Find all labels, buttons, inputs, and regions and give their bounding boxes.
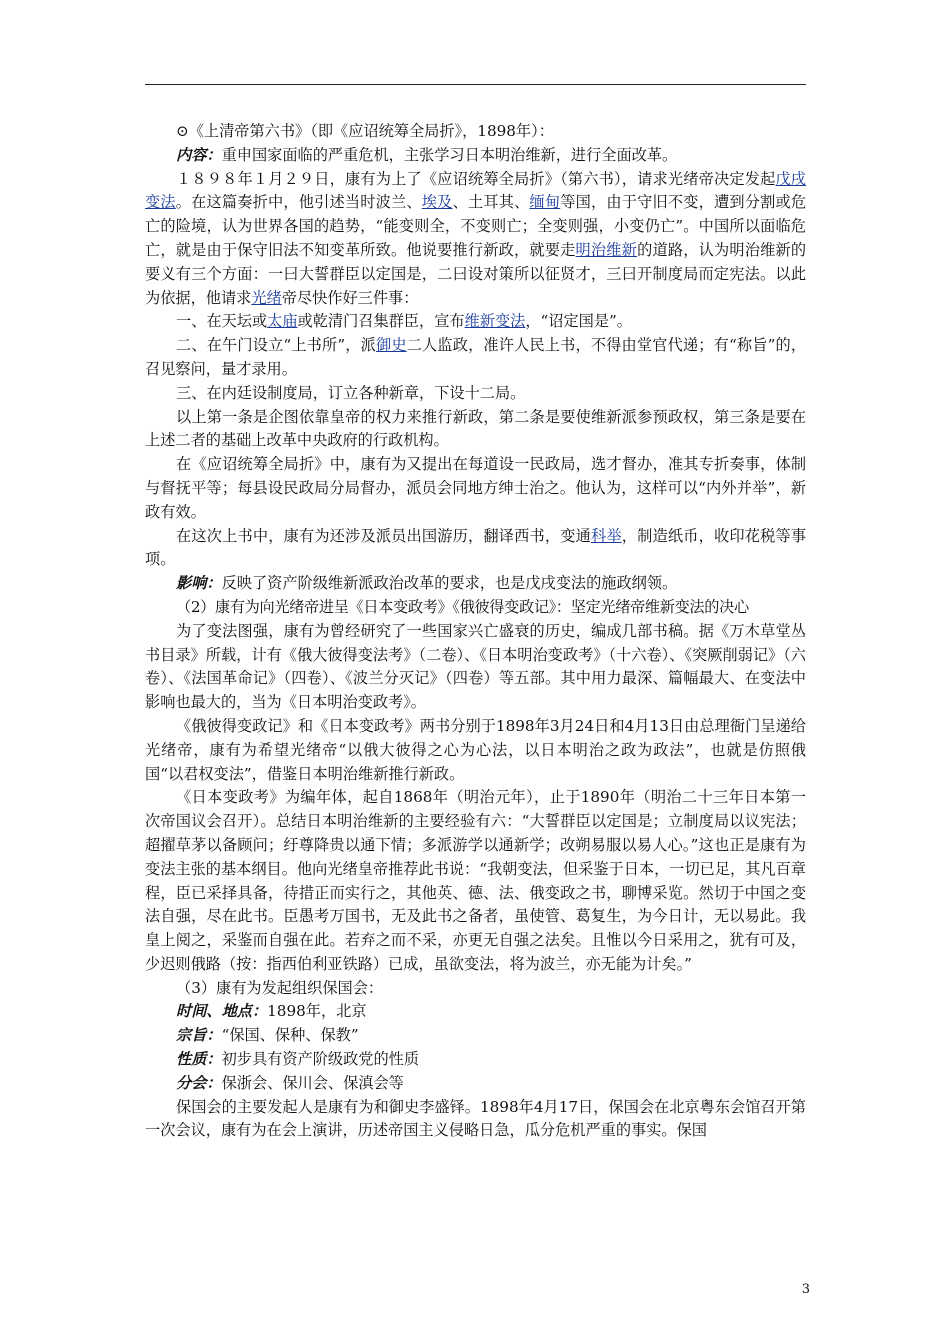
link-meiji-restoration[interactable]: 明治维新: [575, 240, 638, 259]
time-place-line: [145, 1000, 806, 1024]
section-heading: [145, 120, 806, 144]
link-burma[interactable]: 缅甸: [529, 193, 561, 212]
paragraph-4: [145, 525, 806, 573]
nature-line: [145, 1048, 806, 1072]
link-egypt[interactable]: 埃及: [421, 193, 453, 212]
influence-text: 反映了资产阶级维新派政治改革的要求，也是戊戌变法的施政纲领。: [221, 574, 678, 593]
page-number: 3: [801, 1282, 810, 1297]
link-reform[interactable]: 维新变法: [464, 312, 526, 331]
link-guangxu[interactable]: 光绪: [251, 288, 282, 307]
link-keju[interactable]: 科举: [591, 526, 622, 545]
nature-label: 性质：: [176, 1050, 222, 1069]
p1-text-3: 、土耳其、: [452, 193, 530, 212]
p1-text-2: 。在这篇奏折中，他引述当时波兰、: [175, 193, 422, 212]
item1-text-2: 或乾清门召集群臣，宣布: [297, 312, 465, 331]
paragraph-2: 以上第一条是企图依靠皇帝的权力来推行新政，第二条是要使维新派参预政权，第三条是要在上述二者的基础上改革中央政府的行政机构。: [145, 407, 806, 450]
time-place-label: 时间、地点：: [176, 1002, 268, 1021]
p1-text-6: 帝尽快作好三件事：: [281, 288, 419, 307]
influence-label: 影响：: [176, 574, 222, 593]
paragraph-3: 在《应诏统筹全局折》中，康有为又提出在每道设一民政局，选才督办，准其专折奏事，体制与督抚平等；每县设民政局分局督办，派员会同地方绅士治之。他认为，这样可以“内外并举”，新政有效。: [145, 455, 806, 521]
content-label: 内容：: [176, 145, 222, 164]
p4-text-2: ，制造纸币，收印花税等事项。: [145, 526, 807, 569]
list-item-1: [145, 310, 806, 334]
nature-text: 初步具有资产阶级政党的性质: [221, 1050, 419, 1069]
paragraph-1: [145, 168, 806, 311]
content-text: 重申国家面临的严重危机，主张学习日本明治维新，进行全面改革。: [221, 145, 678, 164]
p4-text-1: 在这次上书中，康有为还涉及派员出国游历，翻译西书，变通: [176, 526, 591, 545]
item1-text-3: ，“诏定国是”。: [525, 312, 632, 331]
purpose-text: “保国、保种、保教”: [221, 1026, 359, 1045]
item2-text-1: 二、在午门设立“上书所”，派: [176, 336, 376, 355]
item1-text-1: 一、在天坛或: [176, 312, 268, 331]
heading-title: 《上清帝第六书》（即《应诏统筹全局折》，1898年）：: [188, 122, 554, 140]
time-place-text: 1898年，北京: [267, 1002, 367, 1021]
p1-text-5: 的道路，认为明治维新的要义有三个方面：一曰大誓群臣以定国是，二曰设对策所以征贤才，三曰开制度局而定宪法。以此为依据，他请求: [145, 240, 807, 307]
influence-line: [145, 572, 806, 596]
p1-text-1: １８９８年１月２９日，康有为上了《应诏统筹全局折》（第六书），请求光绪帝决定发起: [176, 169, 776, 188]
p1-text-4: 等国，由于守旧不变，遭到分割或危亡的险境，认为世界各国的趋势，“能变则全，不变则亡；全变则强，小变仍亡”。中国所以面临危亡，就是由于保守旧法不知变革所致。他说要推行新政，就要走: [145, 193, 807, 259]
item2-text-2: 二人监政，准许人民上书，不得由堂官代递；有“称旨”的，召见察问，量才录用。: [145, 336, 807, 378]
section-3-title: （3）康有为发起组织保国会：: [176, 978, 384, 997]
paragraph-5: 为了变法图强，康有为曾经研究了一些国家兴亡盛衰的历史，编成几部书稿。据《万木草堂丛书目录》所载，计有《俄大彼得变法考》（二卷）、《日本明治变政考》（十六卷）、《突厥削弱记》（六卷）、《法国革命记》（四卷）、《波兰分灭记》（四卷）等五部。其中用力最深、篇幅最大、在变法中影响也最大的，当为《日本明治变政考》。: [145, 621, 806, 712]
document-body: [145, 120, 806, 1143]
content-line: [145, 144, 806, 168]
paragraph-6: 《俄彼得变政记》和《日本变政考》两书分别于1898年3月24日和4月13日由总理衙门呈递给光绪帝，康有为希望光绪帝“以俄大彼得之心为心法，以日本明治之政为政法”，也就是仿照俄国“以君权变法”，借鉴日本明治维新推行新政。: [145, 716, 806, 783]
heading-bullet: ⊙: [176, 122, 189, 140]
link-taimiao[interactable]: 太庙: [267, 312, 298, 331]
paragraph-7: 《日本变政考》为编年体，起自1868年（明治元年），止于1890年（明治二十三年日本第一次帝国议会召开）。总结日本明治维新的主要经验有六：“大誓群臣以定国是；立制度局以议宪法；超擢草茅以备顾问；纡尊降贵以通下情；多派游学以通新学；改朔易服以易人心。”这也正是康有为变法主张的基本纲目。他向光绪皇帝推荐此书说：“我朝变法，但采鉴于日本，一切已足，其凡百章程，臣已采择具备，待措正而实行之，其他英、德、法、俄变政之书，聊博采览。然切于中国之变法自强，尽在此书。臣愚考万国书，无及此书之备者，虽使管、葛复生，为今日计，无以易此。我皇上阅之，采鉴而自强在此。若弃之而不采，亦更无自强之法矣。且惟以今日采用之，犹有可及，少迟则俄路（按：指西伯利亚铁路）已成，虽欲变法，将为波兰，亦无能为计矣。”: [145, 788, 806, 973]
list-item-3: 三、在内廷设制度局，订立各种新章，下设十二局。: [176, 383, 526, 402]
header-rule: [145, 84, 806, 85]
paragraph-8: 保国会的主要发起人是康有为和御史李盛铎。1898年4月17日，保国会在北京粤东会馆召开第一次会议，康有为在会上演讲，历述帝国主义侵略日急，瓜分危机严重的事实。保国: [145, 1097, 806, 1140]
branches-line: [145, 1072, 806, 1096]
link-wuxu-reform[interactable]: 戊戌变法: [145, 169, 806, 212]
section-2-title: （2）康有为向光绪帝进呈《日本变政考》《俄彼得变政记》：坚定光绪帝维新变法的决心: [176, 597, 749, 616]
link-censor[interactable]: 御史: [376, 336, 407, 355]
purpose-line: [145, 1024, 806, 1048]
purpose-label: 宗旨：: [176, 1026, 222, 1045]
list-item-2: [145, 334, 806, 382]
branches-label: 分会：: [176, 1073, 222, 1092]
branches-text: 保浙会、保川会、保滇会等: [221, 1073, 404, 1092]
